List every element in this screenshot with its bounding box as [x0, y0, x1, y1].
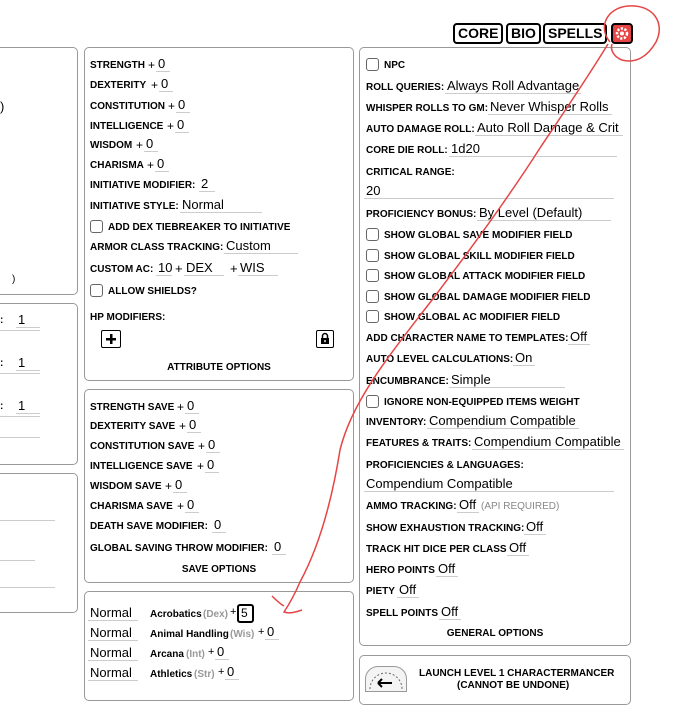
global-field-label: SHOW GLOBAL ATTACK MODIFIER FIELD — [384, 271, 586, 282]
inventory-select[interactable]: Compendium Compatible — [427, 413, 579, 429]
critical-range-field[interactable]: 20 — [364, 183, 614, 199]
attribute-options-panel — [84, 47, 354, 381]
save-label-wisdom: WISDOM SAVE — [90, 481, 162, 492]
hit-dice-select[interactable]: Off — [507, 540, 529, 556]
exhaustion-label: SHOW EXHAUSTION TRACKING: — [366, 523, 525, 534]
allow-shields-label: ALLOW SHIELDS? — [108, 286, 197, 297]
skill-value-arcana[interactable]: 0 — [215, 644, 229, 660]
charactermancer-launch-button[interactable] — [365, 666, 407, 692]
settings-gear-button[interactable] — [611, 23, 633, 44]
attr-op: + — [168, 99, 176, 113]
skill-attr: (Dex) — [203, 609, 229, 620]
lock-hp-modifiers-button[interactable] — [316, 330, 334, 348]
left-fragment-colon: : — [0, 401, 4, 412]
skill-value-athletics[interactable]: 0 — [225, 664, 239, 680]
skill-op: + — [258, 626, 265, 638]
tab-core[interactable]: CORE — [453, 23, 503, 44]
skill-mode-select[interactable]: Normal — [88, 665, 138, 681]
save-op: + — [197, 459, 205, 473]
divider — [0, 416, 40, 417]
attr-op: + — [167, 119, 175, 133]
divider — [0, 520, 55, 521]
save-value-charisma[interactable]: 0 — [185, 497, 199, 513]
global-attack-field-checkbox[interactable] — [366, 269, 379, 282]
skill-value-acrobatics[interactable]: 5 — [237, 604, 254, 623]
global-field-label: SHOW GLOBAL DAMAGE MODIFIER FIELD — [384, 292, 591, 303]
attr-value-intelligence[interactable]: 0 — [175, 117, 189, 133]
auto-damage-select[interactable]: Auto Roll Damage & Crit — [475, 120, 623, 136]
initiative-style-label: INITIATIVE STYLE: — [90, 201, 179, 212]
whisper-select[interactable]: Never Whisper Rolls — [488, 99, 612, 115]
skill-name: Arcana — [150, 649, 184, 660]
charactermancer-note: (CANNOT BE UNDONE) — [457, 680, 570, 691]
skill-mode-select[interactable]: Normal — [88, 625, 138, 641]
piety-select[interactable]: Off — [397, 582, 419, 598]
attr-op: + — [147, 158, 155, 172]
allow-shields-checkbox[interactable] — [90, 284, 103, 297]
hp-modifiers-label: HP MODIFIERS: — [90, 312, 166, 323]
save-value-dexterity[interactable]: 0 — [187, 417, 201, 433]
attr-op: + — [136, 138, 144, 152]
roll-queries-label: ROLL QUERIES: — [366, 82, 445, 93]
save-value-constitution[interactable]: 0 — [206, 437, 220, 453]
save-label-dexterity: DEXTERITY SAVE — [90, 421, 176, 432]
encumbrance-select[interactable]: Simple — [449, 372, 565, 388]
custom-ac-base-field[interactable]: 10 — [158, 260, 173, 275]
hero-points-select[interactable]: Off — [436, 561, 458, 577]
custom-ac-attr1-select[interactable]: DEX — [184, 260, 224, 276]
death-save-field[interactable]: 0 — [212, 517, 226, 533]
proficiency-select[interactable]: By Level (Default) — [477, 205, 611, 221]
features-label: FEATURES & TRAITS: — [366, 438, 472, 449]
save-op: + — [177, 400, 185, 414]
critical-range-label: CRITICAL RANGE: — [366, 167, 455, 178]
plus-icon — [102, 331, 120, 347]
save-value-wisdom[interactable]: 0 — [173, 477, 187, 493]
save-op: + — [165, 479, 173, 493]
left-fragment-colon: : — [0, 358, 4, 369]
custom-ac-attr2-select[interactable]: WIS — [238, 260, 278, 276]
global-field-label: SHOW GLOBAL AC MODIFIER FIELD — [384, 312, 561, 323]
skill-op: + — [208, 646, 215, 658]
add-char-name-select[interactable]: Off — [568, 329, 590, 345]
initiative-modifier-label: INITIATIVE MODIFIER: — [90, 180, 196, 191]
tab-bio[interactable]: BIO — [506, 23, 541, 44]
npc-checkbox[interactable] — [366, 58, 379, 71]
left-panel-top — [0, 47, 78, 295]
divider — [0, 587, 55, 588]
attr-value-wisdom[interactable]: 0 — [144, 136, 158, 152]
exhaustion-select[interactable]: Off — [524, 519, 546, 535]
attr-op: + — [151, 78, 159, 92]
skill-value-animal-handling[interactable]: 0 — [265, 624, 279, 640]
skill-mode-select[interactable]: Normal — [88, 645, 138, 661]
proficiency-label: PROFICIENCY BONUS: — [366, 209, 477, 220]
initiative-style-select[interactable]: Normal — [180, 197, 262, 213]
save-label-constitution: CONSTITUTION SAVE — [90, 441, 195, 452]
dex-tiebreaker-checkbox[interactable] — [90, 220, 103, 233]
left-fragment-paren: ) — [0, 99, 5, 114]
global-save-label: GLOBAL SAVING THROW MODIFIER: — [90, 543, 268, 554]
global-ac-field-checkbox[interactable] — [366, 310, 379, 323]
skill-op: + — [230, 606, 237, 618]
charactermancer-title: LAUNCH LEVEL 1 CHARACTERMANCER — [419, 668, 615, 679]
spell-points-label: SPELL POINTS — [366, 608, 439, 619]
core-die-field[interactable]: 1d20 — [449, 141, 617, 157]
ammo-select[interactable]: Off — [457, 497, 479, 513]
piety-label: PIETY — [366, 586, 395, 597]
attribute-options-footer: ATTRIBUTE OPTIONS — [167, 362, 271, 373]
skill-attr: (Wis) — [230, 629, 255, 640]
attr-value-strength[interactable]: 0 — [156, 56, 170, 72]
tab-spells[interactable]: SPELLS — [543, 23, 607, 44]
attr-value-dexterity[interactable]: 0 — [159, 76, 173, 92]
save-label-strength: STRENGTH SAVE — [90, 402, 175, 413]
divider — [0, 560, 35, 561]
general-options-footer: GENERAL OPTIONS — [446, 628, 544, 639]
skill-name: Athletics — [150, 669, 193, 680]
left-value-field[interactable]: 1 — [16, 355, 40, 371]
ignore-weight-checkbox[interactable] — [366, 395, 379, 408]
save-op: + — [198, 439, 206, 453]
encumbrance-label: ENCUMBRANCE: — [366, 376, 449, 387]
save-op: + — [177, 499, 185, 513]
attr-label-charisma: CHARISMA — [90, 160, 144, 171]
add-hp-modifier-button[interactable] — [101, 330, 121, 348]
attr-label-dexterity: DEXTERITY — [90, 80, 147, 91]
global-damage-field-checkbox[interactable] — [366, 290, 379, 303]
attr-label-strength: STRENGTH — [90, 60, 145, 71]
ignore-weight-label: IGNORE NON-EQUIPPED ITEMS WEIGHT — [384, 397, 580, 408]
attr-op: + — [148, 58, 156, 72]
dial-icon — [366, 667, 406, 691]
global-skill-field-checkbox[interactable] — [366, 249, 379, 262]
save-options-footer: SAVE OPTIONS — [181, 564, 257, 575]
attr-label-wisdom: WISDOM — [90, 140, 133, 151]
save-value-intelligence[interactable]: 0 — [205, 457, 219, 473]
divider — [0, 373, 40, 374]
initiative-modifier-field[interactable]: 2 — [199, 176, 215, 192]
auto-level-label: AUTO LEVEL CALCULATIONS: — [366, 354, 514, 365]
divider — [0, 437, 40, 438]
save-op: + — [179, 419, 187, 433]
global-field-label: SHOW GLOBAL SKILL MODIFIER FIELD — [384, 251, 575, 262]
general-options-panel — [359, 47, 631, 646]
left-fragment-colon: : — [0, 315, 4, 326]
skill-op: + — [218, 666, 225, 678]
inventory-label: INVENTORY: — [366, 417, 427, 428]
npc-label: NPC — [384, 60, 406, 71]
skill-name: Animal Handling — [150, 629, 229, 640]
whisper-label: WHISPER ROLLS TO GM: — [366, 103, 489, 114]
proficiencies-label: PROFICIENCIES & LANGUAGES: — [366, 460, 524, 471]
armor-class-tracking-label: ARMOR CLASS TRACKING: — [90, 242, 224, 253]
global-field-label: SHOW GLOBAL SAVE MODIFIER FIELD — [384, 230, 573, 241]
gear-icon — [613, 25, 631, 42]
custom-ac-plus: + — [230, 261, 238, 276]
core-die-label: CORE DIE ROLL: — [366, 145, 448, 156]
attr-label-constitution: CONSTITUTION — [90, 101, 165, 112]
lock-icon — [317, 331, 333, 347]
skill-name: Acrobatics — [150, 609, 202, 620]
features-select[interactable]: Compendium Compatible — [472, 434, 624, 450]
save-label-intelligence: INTELLIGENCE SAVE — [90, 461, 193, 472]
armor-class-tracking-select[interactable]: Custom — [224, 238, 298, 254]
global-save-field-checkbox[interactable] — [366, 228, 379, 241]
hero-points-label: HERO POINTS — [366, 565, 435, 576]
skill-attr: (Int) — [186, 649, 205, 660]
proficiencies-select[interactable]: Compendium Compatible — [364, 476, 614, 492]
custom-ac-label: CUSTOM AC: — [90, 264, 154, 275]
attr-label-intelligence: INTELLIGENCE — [90, 121, 164, 132]
custom-ac-plus: + — [175, 261, 183, 276]
roll-queries-select[interactable]: Always Roll Advantage — [447, 78, 580, 93]
save-label-charisma: CHARISMA SAVE — [90, 501, 173, 512]
left-value-field[interactable]: 1 — [16, 398, 40, 414]
global-save-field[interactable]: 0 — [272, 539, 286, 555]
divider — [0, 330, 40, 331]
skill-mode-select[interactable]: Normal — [88, 605, 138, 621]
spell-points-select[interactable]: Off — [439, 604, 461, 620]
left-fragment-paren: ) — [12, 274, 16, 285]
attr-value-charisma[interactable]: 0 — [155, 156, 169, 172]
left-panel-bottom — [0, 473, 78, 613]
ammo-label: AMMO TRACKING: — [366, 501, 457, 512]
add-char-name-label: ADD CHARACTER NAME TO TEMPLATES: — [366, 333, 569, 344]
left-value-field[interactable]: 1 — [16, 312, 40, 328]
death-save-label: DEATH SAVE MODIFIER: — [90, 521, 208, 532]
auto-level-select[interactable]: On — [513, 350, 535, 366]
save-value-strength[interactable]: 0 — [185, 398, 199, 414]
skill-attr: (Str) — [194, 669, 215, 680]
auto-damage-label: AUTO DAMAGE ROLL: — [366, 124, 475, 135]
ammo-note: (API REQUIRED) — [481, 501, 560, 512]
hit-dice-label: TRACK HIT DICE PER CLASS — [366, 544, 507, 555]
dex-tiebreaker-label: ADD DEX TIEBREAKER TO INITIATIVE — [108, 222, 291, 233]
attr-value-constitution[interactable]: 0 — [176, 97, 190, 113]
